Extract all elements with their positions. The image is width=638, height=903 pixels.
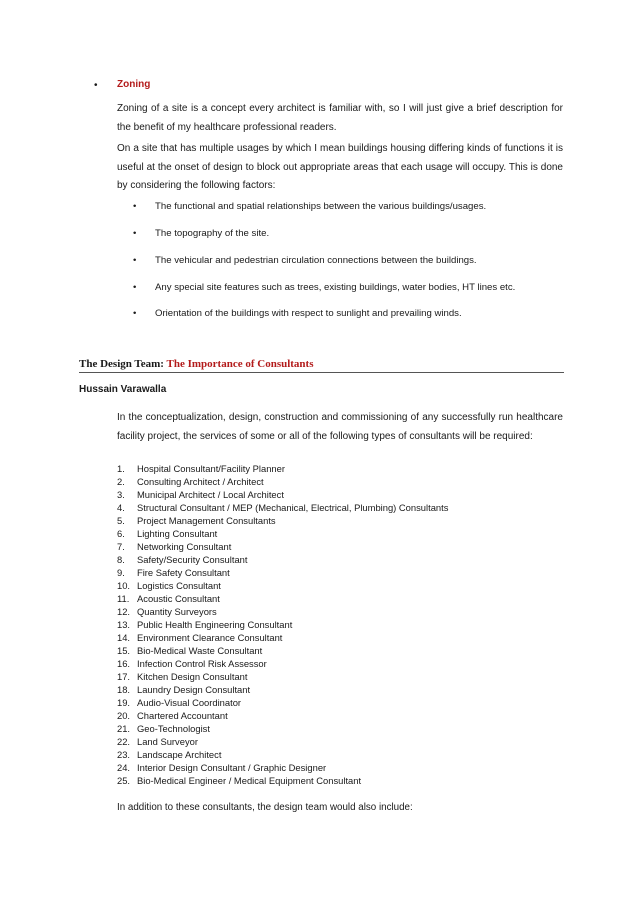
consultant-name: Safety/Security Consultant bbox=[137, 554, 248, 565]
factor-text: The functional and spatial relationships between the various buildings/usages. bbox=[155, 201, 487, 212]
factor-text: The topography of the site. bbox=[155, 228, 270, 239]
consultant-name: Audio-Visual Coordinator bbox=[137, 697, 242, 708]
consultant-name: Lighting Consultant bbox=[137, 528, 218, 539]
bullet-dot: • bbox=[94, 80, 98, 91]
bullet-dot: • bbox=[133, 228, 137, 239]
bullet-dot: • bbox=[133, 282, 137, 293]
consultant-name: Bio-Medical Waste Consultant bbox=[137, 645, 263, 656]
consultant-name: Networking Consultant bbox=[137, 541, 232, 552]
heading-main: The Design Team: bbox=[79, 358, 167, 370]
consultant-name: Environment Clearance Consultant bbox=[137, 632, 283, 643]
consultant-name: Fire Safety Consultant bbox=[137, 567, 230, 578]
heading-accent: The Importance of Consultants bbox=[166, 358, 314, 370]
consultant-name: Logistics Consultant bbox=[137, 580, 221, 591]
consultant-name: Landscape Architect bbox=[137, 749, 222, 760]
consultant-name: Structural Consultant / MEP (Mechanical, Electrical, Plumbing) Consultants bbox=[137, 502, 449, 513]
consultant-name: Bio-Medical Engineer / Medical Equipment Consultant bbox=[137, 775, 362, 786]
factor-text: Orientation of the buildings with respect to sunlight and prevailing winds. bbox=[155, 308, 462, 319]
consultants-list: 1. Hospital Consultant/Facility Planner 2. Consulting Architect / Architect 3. Municipal Architect / Local Architect 4. Structural Consultant / MEP (Mechanical, Electrical, Plumbing) Consultants 5. Project Management Consultants 6. Lighting Consultant 7. Networking Consultant 8. Safety/Security Consultant 9. Fire Safety Consultant 10. Logistics Consultant 11. Acoustic Consultant 12. Quantity Surveyors 13. Public Health Engineering Consultant 14. Environment Clearance Consultant 15. Bio-Medical Waste Consultant 16. Infection Control Risk Assessor 17. Kitchen Design Consultant 18. Laundry Design Consultant 19. Audio-Visual Coordinator 20. Chartered Accountant 21. Geo-Technologist 22. Land Surveyor 23. Landscape Architect 24. Interior Design Consultant / Graphic Designer 25. Bio-Medical Engineer / Medical Equipment Consultant bbox=[117, 463, 449, 786]
consultant-name: Quantity Surveyors bbox=[137, 606, 217, 617]
consultant-name: Public Health Engineering Consultant bbox=[137, 619, 293, 630]
consultant-name: Interior Design Consultant / Graphic Designer bbox=[137, 762, 327, 773]
bullet-dot: • bbox=[133, 201, 137, 212]
consultant-name: Kitchen Design Consultant bbox=[137, 671, 248, 682]
zoning-title: Zoning bbox=[117, 79, 151, 90]
consultant-name: Consulting Architect / Architect bbox=[137, 476, 264, 487]
consultant-name: Hospital Consultant/Facility Planner bbox=[137, 463, 285, 474]
consultant-name: Project Management Consultants bbox=[137, 515, 276, 526]
factor-text: The vehicular and pedestrian circulation connections between the buildings. bbox=[155, 255, 477, 266]
consultant-name: Municipal Architect / Local Architect bbox=[137, 489, 284, 500]
consultant-name: Land Surveyor bbox=[137, 736, 198, 747]
consultant-name: Laundry Design Consultant bbox=[137, 684, 251, 695]
intro-paragraph: In the conceptualization, design, construction and commissioning of any successfully run healthcare facility project, the services of some or all of the following types of consultants will be required: bbox=[117, 412, 563, 442]
author-name: Hussain Varawalla bbox=[79, 384, 167, 395]
consultant-name: Acoustic Consultant bbox=[137, 593, 220, 604]
factor-text: Any special site features such as trees, existing buildings, water bodies, HT lines etc. bbox=[155, 282, 516, 293]
bullet-dot: • bbox=[133, 308, 137, 319]
closing-paragraph: In addition to these consultants, the design team would also include: bbox=[117, 802, 413, 813]
consultant-name: Chartered Accountant bbox=[137, 710, 228, 721]
zoning-paragraph-1: Zoning of a site is a concept every architect is familiar with, so I will just give a brief description for the benefit of my healthcare professional readers. bbox=[117, 103, 563, 133]
consultant-name: Infection Control Risk Assessor bbox=[137, 658, 267, 669]
bullet-dot: • bbox=[133, 255, 137, 266]
consultant-name: Geo-Technologist bbox=[137, 723, 210, 734]
zoning-paragraph-2: On a site that has multiple usages by which I mean buildings housing differing kinds of functions it is useful at the onset of design to block out appropriate areas that each usage will occupy. This is done by considering the following factors: bbox=[117, 143, 563, 191]
